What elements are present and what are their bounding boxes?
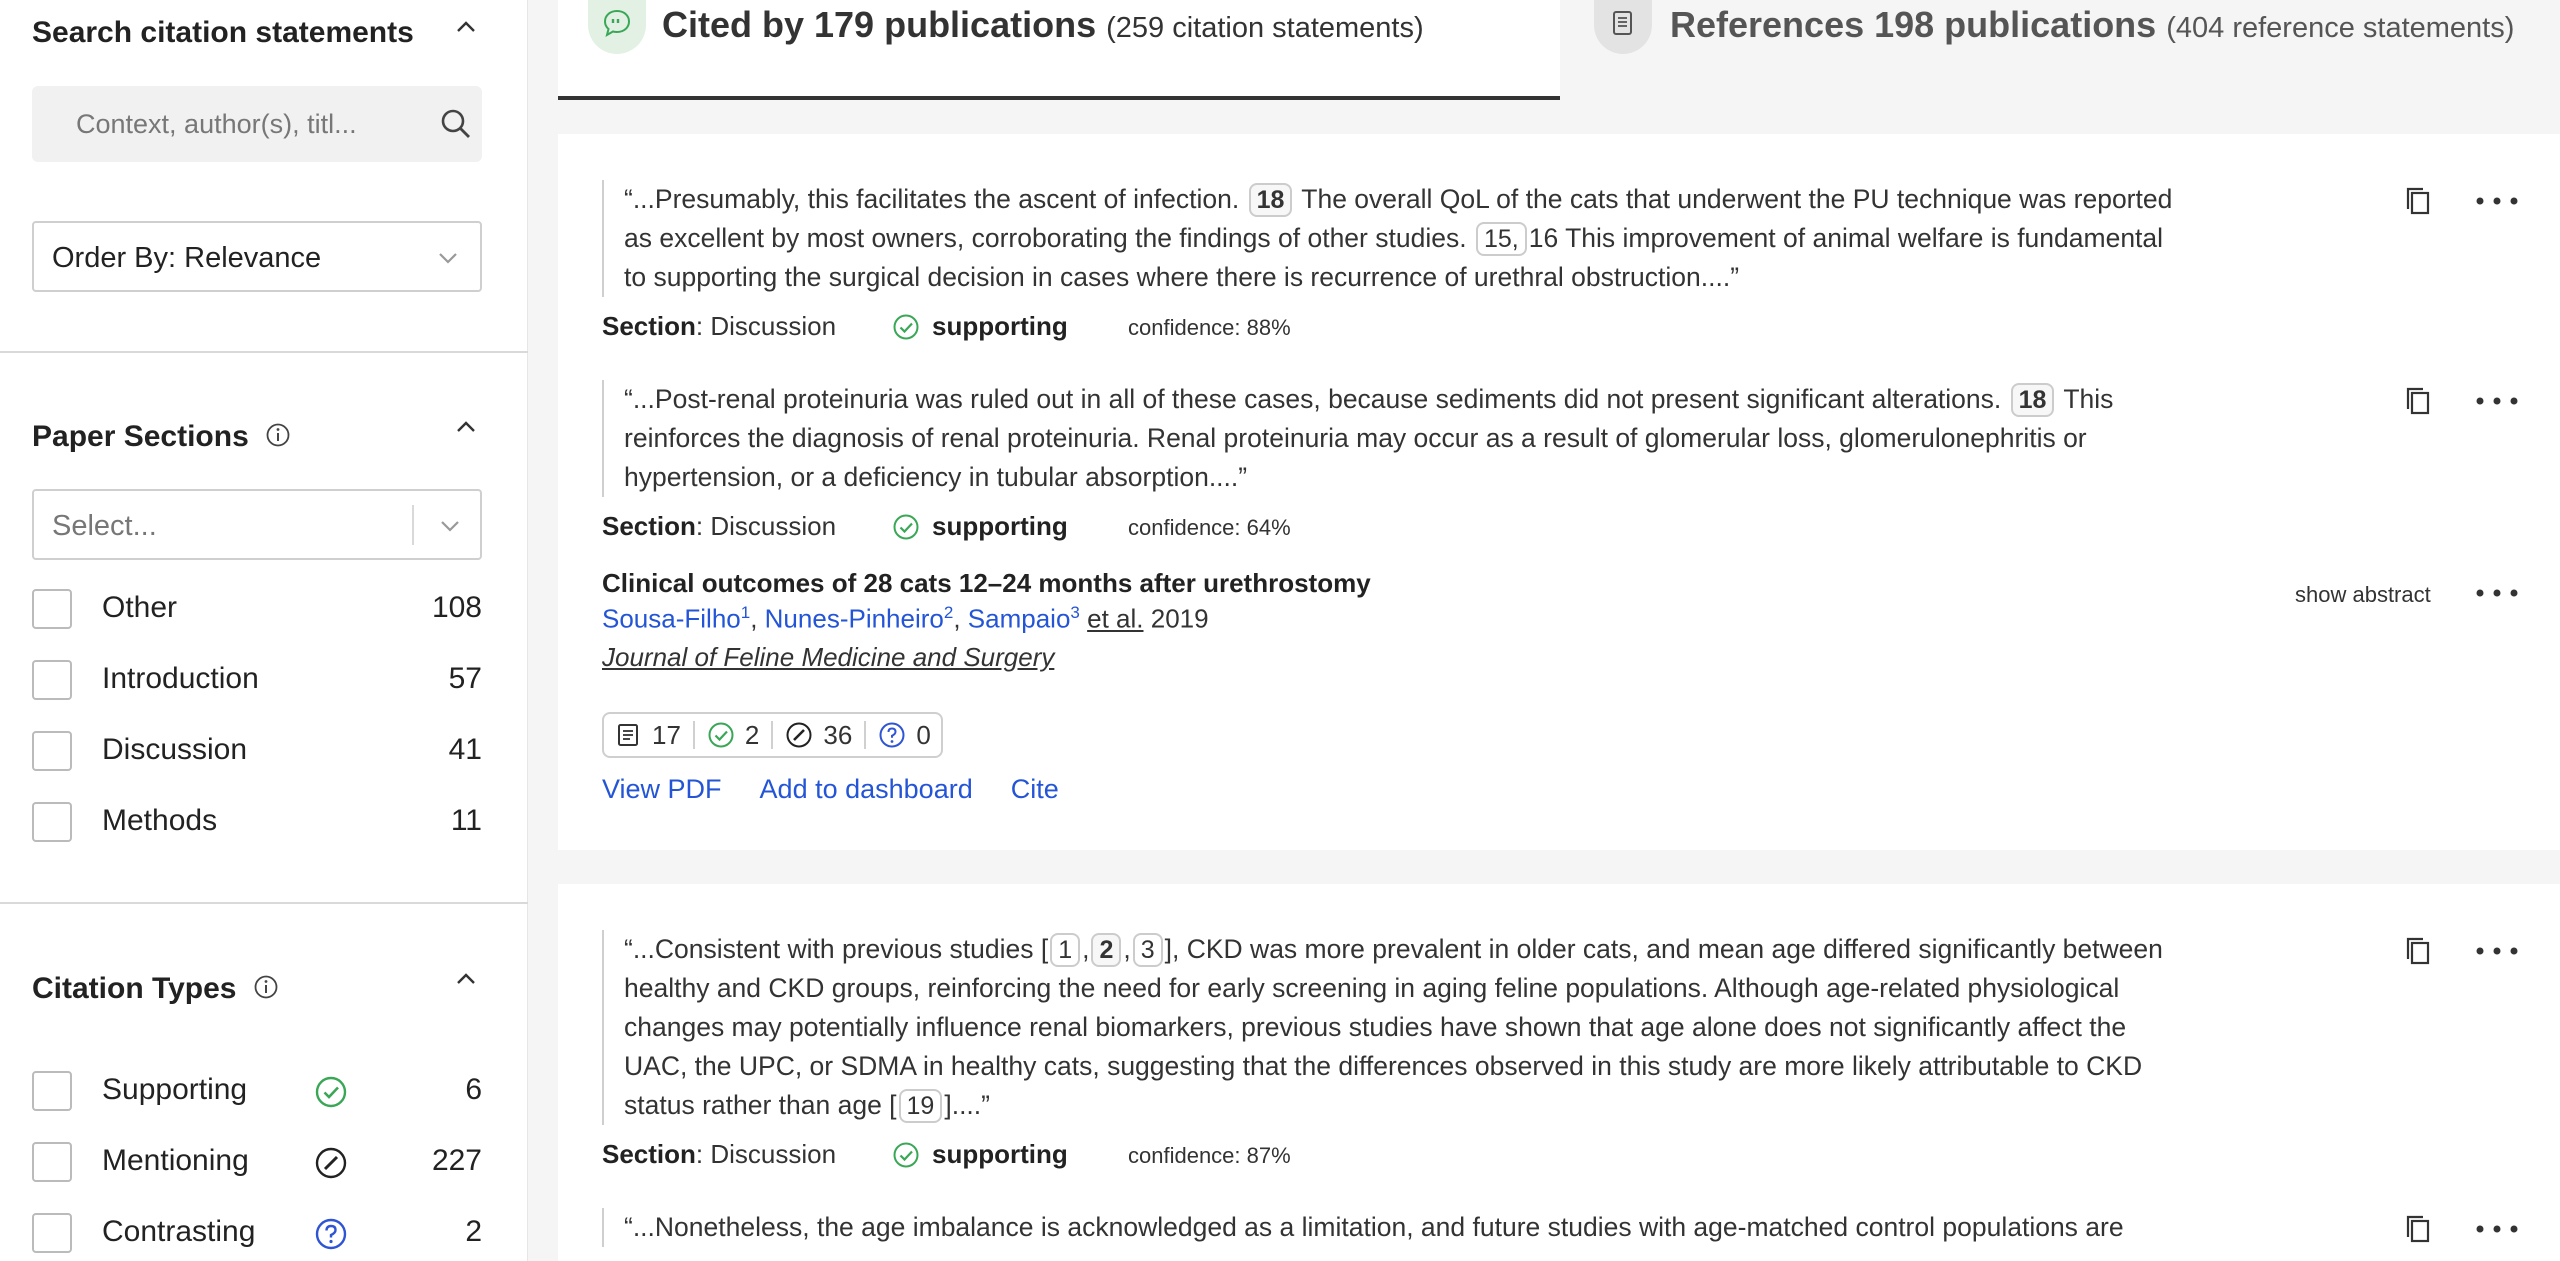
cited-by-title xyxy=(662,4,1424,46)
paper-sections-title xyxy=(32,420,291,454)
section-count: 57 xyxy=(448,662,482,695)
contrasting-icon xyxy=(314,1217,348,1251)
statement-meta xyxy=(602,507,2182,543)
section-value: : Discussion xyxy=(695,1139,837,1169)
section-count: 11 xyxy=(450,804,482,837)
author-sup: 2 xyxy=(943,603,954,622)
statement-quote xyxy=(602,1208,2182,1247)
paper-year: 2019 xyxy=(1150,603,1209,634)
supporting-icon xyxy=(314,1075,348,1109)
section-filter-other[interactable] xyxy=(32,587,482,631)
section-count: 41 xyxy=(448,733,482,766)
sections-select[interactable] xyxy=(32,489,482,560)
citation-card xyxy=(558,134,2560,850)
type-label: Contrasting xyxy=(102,1215,256,1248)
quote-text: “...Presumably, this facilitates the ascent of infection. xyxy=(624,184,1240,214)
divider xyxy=(0,351,528,353)
section-filter-methods[interactable] xyxy=(32,800,482,844)
quote-text: , xyxy=(1082,934,1090,964)
search-section-title: Search citation statements xyxy=(32,16,414,49)
copy-icon[interactable] xyxy=(2402,184,2436,218)
section-count: 108 xyxy=(431,591,482,624)
more-options-icon[interactable] xyxy=(2472,576,2522,610)
supporting-icon xyxy=(892,513,920,541)
search-box xyxy=(32,86,482,162)
reference-chip[interactable]: 19 xyxy=(899,1089,943,1123)
section-key: Section xyxy=(602,311,696,341)
quote-bubble-icon xyxy=(588,0,646,54)
document-icon xyxy=(614,721,642,749)
reference-chip[interactable]: 1 xyxy=(1050,933,1080,967)
quote-text: , xyxy=(1123,934,1131,964)
search-input[interactable] xyxy=(76,86,416,162)
tab-cited-by[interactable] xyxy=(558,0,1560,100)
stat-mentioning xyxy=(785,720,852,751)
reference-chip[interactable]: 18 xyxy=(2011,383,2055,417)
statement-actions xyxy=(2402,182,2522,222)
cited-by-sub: (259 citation statements) xyxy=(1106,12,1424,44)
cite-link[interactable]: Cite xyxy=(1010,774,1059,804)
author-sup: 1 xyxy=(740,603,751,622)
paper-authors: Sousa-Filho$^1$, Nunes-Pinheiro$^2$, Sampaio$^3$ et al. 2019 xyxy=(602,603,1209,634)
statement-quote xyxy=(602,380,2182,497)
section-info xyxy=(602,1139,836,1170)
copy-icon[interactable] xyxy=(2402,1212,2436,1246)
section-filter-introduction[interactable] xyxy=(32,658,482,702)
checkbox[interactable] xyxy=(32,802,72,842)
type-count: 2 xyxy=(465,1215,482,1248)
collapse-types-icon[interactable] xyxy=(452,966,480,994)
type-filter-contrasting[interactable] xyxy=(32,1211,482,1255)
paper-sections-label: Paper Sections xyxy=(32,420,249,453)
statement-actions xyxy=(2402,932,2522,972)
document-icon xyxy=(1594,0,1652,54)
quote-text: 16 This improvement of animal welfare is fundamental to supporting the surgical decision in cases where there is recurrence of urethral obstruction....” xyxy=(624,223,2164,292)
info-icon[interactable] xyxy=(265,422,291,448)
copy-icon[interactable] xyxy=(2402,384,2436,418)
citation-statement xyxy=(602,380,2182,543)
mentioning-icon xyxy=(785,721,813,749)
citation-statement xyxy=(602,930,2182,1171)
quote-text: ]....” xyxy=(944,1090,990,1120)
more-options-icon[interactable] xyxy=(2472,1212,2522,1246)
checkbox[interactable] xyxy=(32,1213,72,1253)
select-separator xyxy=(412,505,414,545)
mentioning-icon xyxy=(314,1146,348,1180)
info-icon[interactable] xyxy=(253,974,279,1000)
statement-quote xyxy=(602,930,2182,1125)
paper-title[interactable]: Clinical outcomes of 28 cats 12–24 months after urethrostomy xyxy=(602,568,1371,598)
sidebar xyxy=(0,0,528,1261)
section-info xyxy=(602,311,836,342)
tab-bar xyxy=(558,0,2560,100)
et-al-link[interactable]: et al. xyxy=(1087,603,1144,634)
stat-value: 2 xyxy=(744,719,760,750)
quote-text: ], CKD was more prevalent in older cats, and mean age differed significantly between healthy and CKD groups, reinforcing the need for early screening in aging feline populations. Although age-related physiological changes may potentially influence renal biomarkers, previous studies have shown that age alone does not significantly affect the UAC, the UPC, or SDMA in healthy cats, suggesting that the differences observed in this study are more likely attributable to CKD status rather than age [ xyxy=(624,934,2163,1120)
chevron-down-icon xyxy=(434,243,462,271)
checkbox[interactable] xyxy=(32,589,72,629)
citation-card xyxy=(558,884,2560,1261)
citation-stats[interactable] xyxy=(602,712,943,758)
quote-text: The overall QoL of the cats that underwent the PU technique was reported as excellent by most owners, corroborating the findings of other studies. xyxy=(624,184,2173,253)
section-info xyxy=(602,511,836,542)
references-label: References 198 publications xyxy=(1670,4,2157,45)
author-link[interactable]: Sampaio xyxy=(967,603,1071,634)
supporting-icon xyxy=(892,313,920,341)
more-options-icon[interactable] xyxy=(2472,184,2522,218)
author-link[interactable]: Sousa-Filho xyxy=(602,603,741,634)
collapse-sections-icon[interactable] xyxy=(452,414,480,442)
cited-by-label: Cited by 179 publications xyxy=(662,4,1097,45)
journal-link[interactable]: Journal of Feline Medicine and Surgery xyxy=(602,642,1055,672)
more-options-icon[interactable] xyxy=(2472,384,2522,418)
show-abstract-button[interactable]: show abstract xyxy=(2295,582,2431,607)
checkbox[interactable] xyxy=(32,660,72,700)
chevron-down-icon xyxy=(436,511,464,539)
section-key: Section xyxy=(602,1139,696,1169)
statement-meta xyxy=(602,1135,2182,1171)
checkbox[interactable] xyxy=(32,731,72,771)
references-sub: (404 reference statements) xyxy=(2166,12,2515,44)
citation-type: supporting xyxy=(932,1139,1068,1169)
citation-statement xyxy=(602,180,2182,343)
copy-icon[interactable] xyxy=(2402,934,2436,968)
checkbox[interactable] xyxy=(32,1071,72,1111)
citation-types-title xyxy=(32,972,279,1006)
references-title xyxy=(1670,4,2514,46)
quote-text: “...Post-renal proteinuria was ruled out in all of these cases, because sediments did not present significant alterations. xyxy=(624,384,2002,414)
confidence: confidence: 87% xyxy=(1128,1143,1291,1168)
reference-chip[interactable]: 18 xyxy=(1249,183,1293,217)
collapse-search-icon[interactable] xyxy=(452,14,480,42)
section-key: Section xyxy=(602,511,696,541)
more-options-icon[interactable] xyxy=(2472,934,2522,968)
contrasting-icon xyxy=(878,721,906,749)
reference-chip[interactable]: 3 xyxy=(1133,933,1163,967)
confidence: confidence: 64% xyxy=(1128,515,1291,540)
stat-value: 17 xyxy=(652,719,681,750)
view-pdf-link[interactable]: View PDF xyxy=(602,774,722,804)
order-by-value: Order By: Relevance xyxy=(52,242,322,274)
statement-actions xyxy=(2402,382,2522,422)
sections-select-placeholder: Select... xyxy=(52,510,157,542)
author-sup: 3 xyxy=(1070,603,1080,622)
section-label: Methods xyxy=(102,804,218,837)
stat-publications xyxy=(614,720,681,751)
confidence: confidence: 88% xyxy=(1128,315,1291,340)
stat-contrasting xyxy=(878,720,930,751)
citation-type: supporting xyxy=(932,511,1068,541)
divider xyxy=(771,721,773,749)
type-filter-supporting[interactable] xyxy=(32,1069,482,1113)
divider xyxy=(864,721,866,749)
type-filter-mentioning[interactable] xyxy=(32,1140,482,1184)
add-to-dashboard-link[interactable]: Add to dashboard xyxy=(759,774,973,804)
section-label: Other xyxy=(102,591,178,624)
paper-links xyxy=(602,774,1097,805)
stat-supporting xyxy=(707,720,759,751)
type-count: 6 xyxy=(465,1073,482,1106)
reference-chip[interactable]: 2 xyxy=(1091,933,1121,967)
divider xyxy=(0,902,528,904)
author-link[interactable]: Nunes-Pinheiro xyxy=(764,603,944,634)
reference-chip[interactable]: 15, xyxy=(1476,222,1527,256)
quote-text: “...Consistent with previous studies [ xyxy=(624,934,1049,964)
section-value: : Discussion xyxy=(695,311,837,341)
statement-actions xyxy=(2402,1210,2522,1250)
supporting-icon xyxy=(892,1141,920,1169)
type-count: 227 xyxy=(431,1144,482,1177)
section-label: Discussion xyxy=(102,733,248,766)
divider xyxy=(693,721,695,749)
citation-statement xyxy=(602,1208,2182,1247)
stat-value: 0 xyxy=(916,719,931,750)
quote-text: “...Nonetheless, the age imbalance is acknowledged as a limitation, and future studies with age-matched control populations are xyxy=(624,1212,2124,1242)
section-label: Introduction xyxy=(102,662,259,695)
section-filter-discussion[interactable] xyxy=(32,729,482,773)
section-value: : Discussion xyxy=(695,511,837,541)
citation-types-label: Citation Types xyxy=(32,972,237,1005)
stat-value: 36 xyxy=(823,719,853,750)
supporting-icon xyxy=(707,721,735,749)
type-label: Supporting xyxy=(102,1073,248,1106)
quote-text: This reinforces the diagnosis of renal proteinuria. Renal proteinuria may occur as a result of glomerular loss, glomerulonephritis or hypertension, or a deficiency in tubular absorption....” xyxy=(624,384,2114,492)
type-label: Mentioning xyxy=(102,1144,249,1177)
search-icon[interactable] xyxy=(438,106,474,142)
tab-references[interactable] xyxy=(1562,0,2560,100)
checkbox[interactable] xyxy=(32,1142,72,1182)
statement-meta xyxy=(602,307,2182,343)
citation-type: supporting xyxy=(932,311,1068,341)
order-by-select[interactable] xyxy=(32,221,482,292)
statement-quote xyxy=(602,180,2182,297)
